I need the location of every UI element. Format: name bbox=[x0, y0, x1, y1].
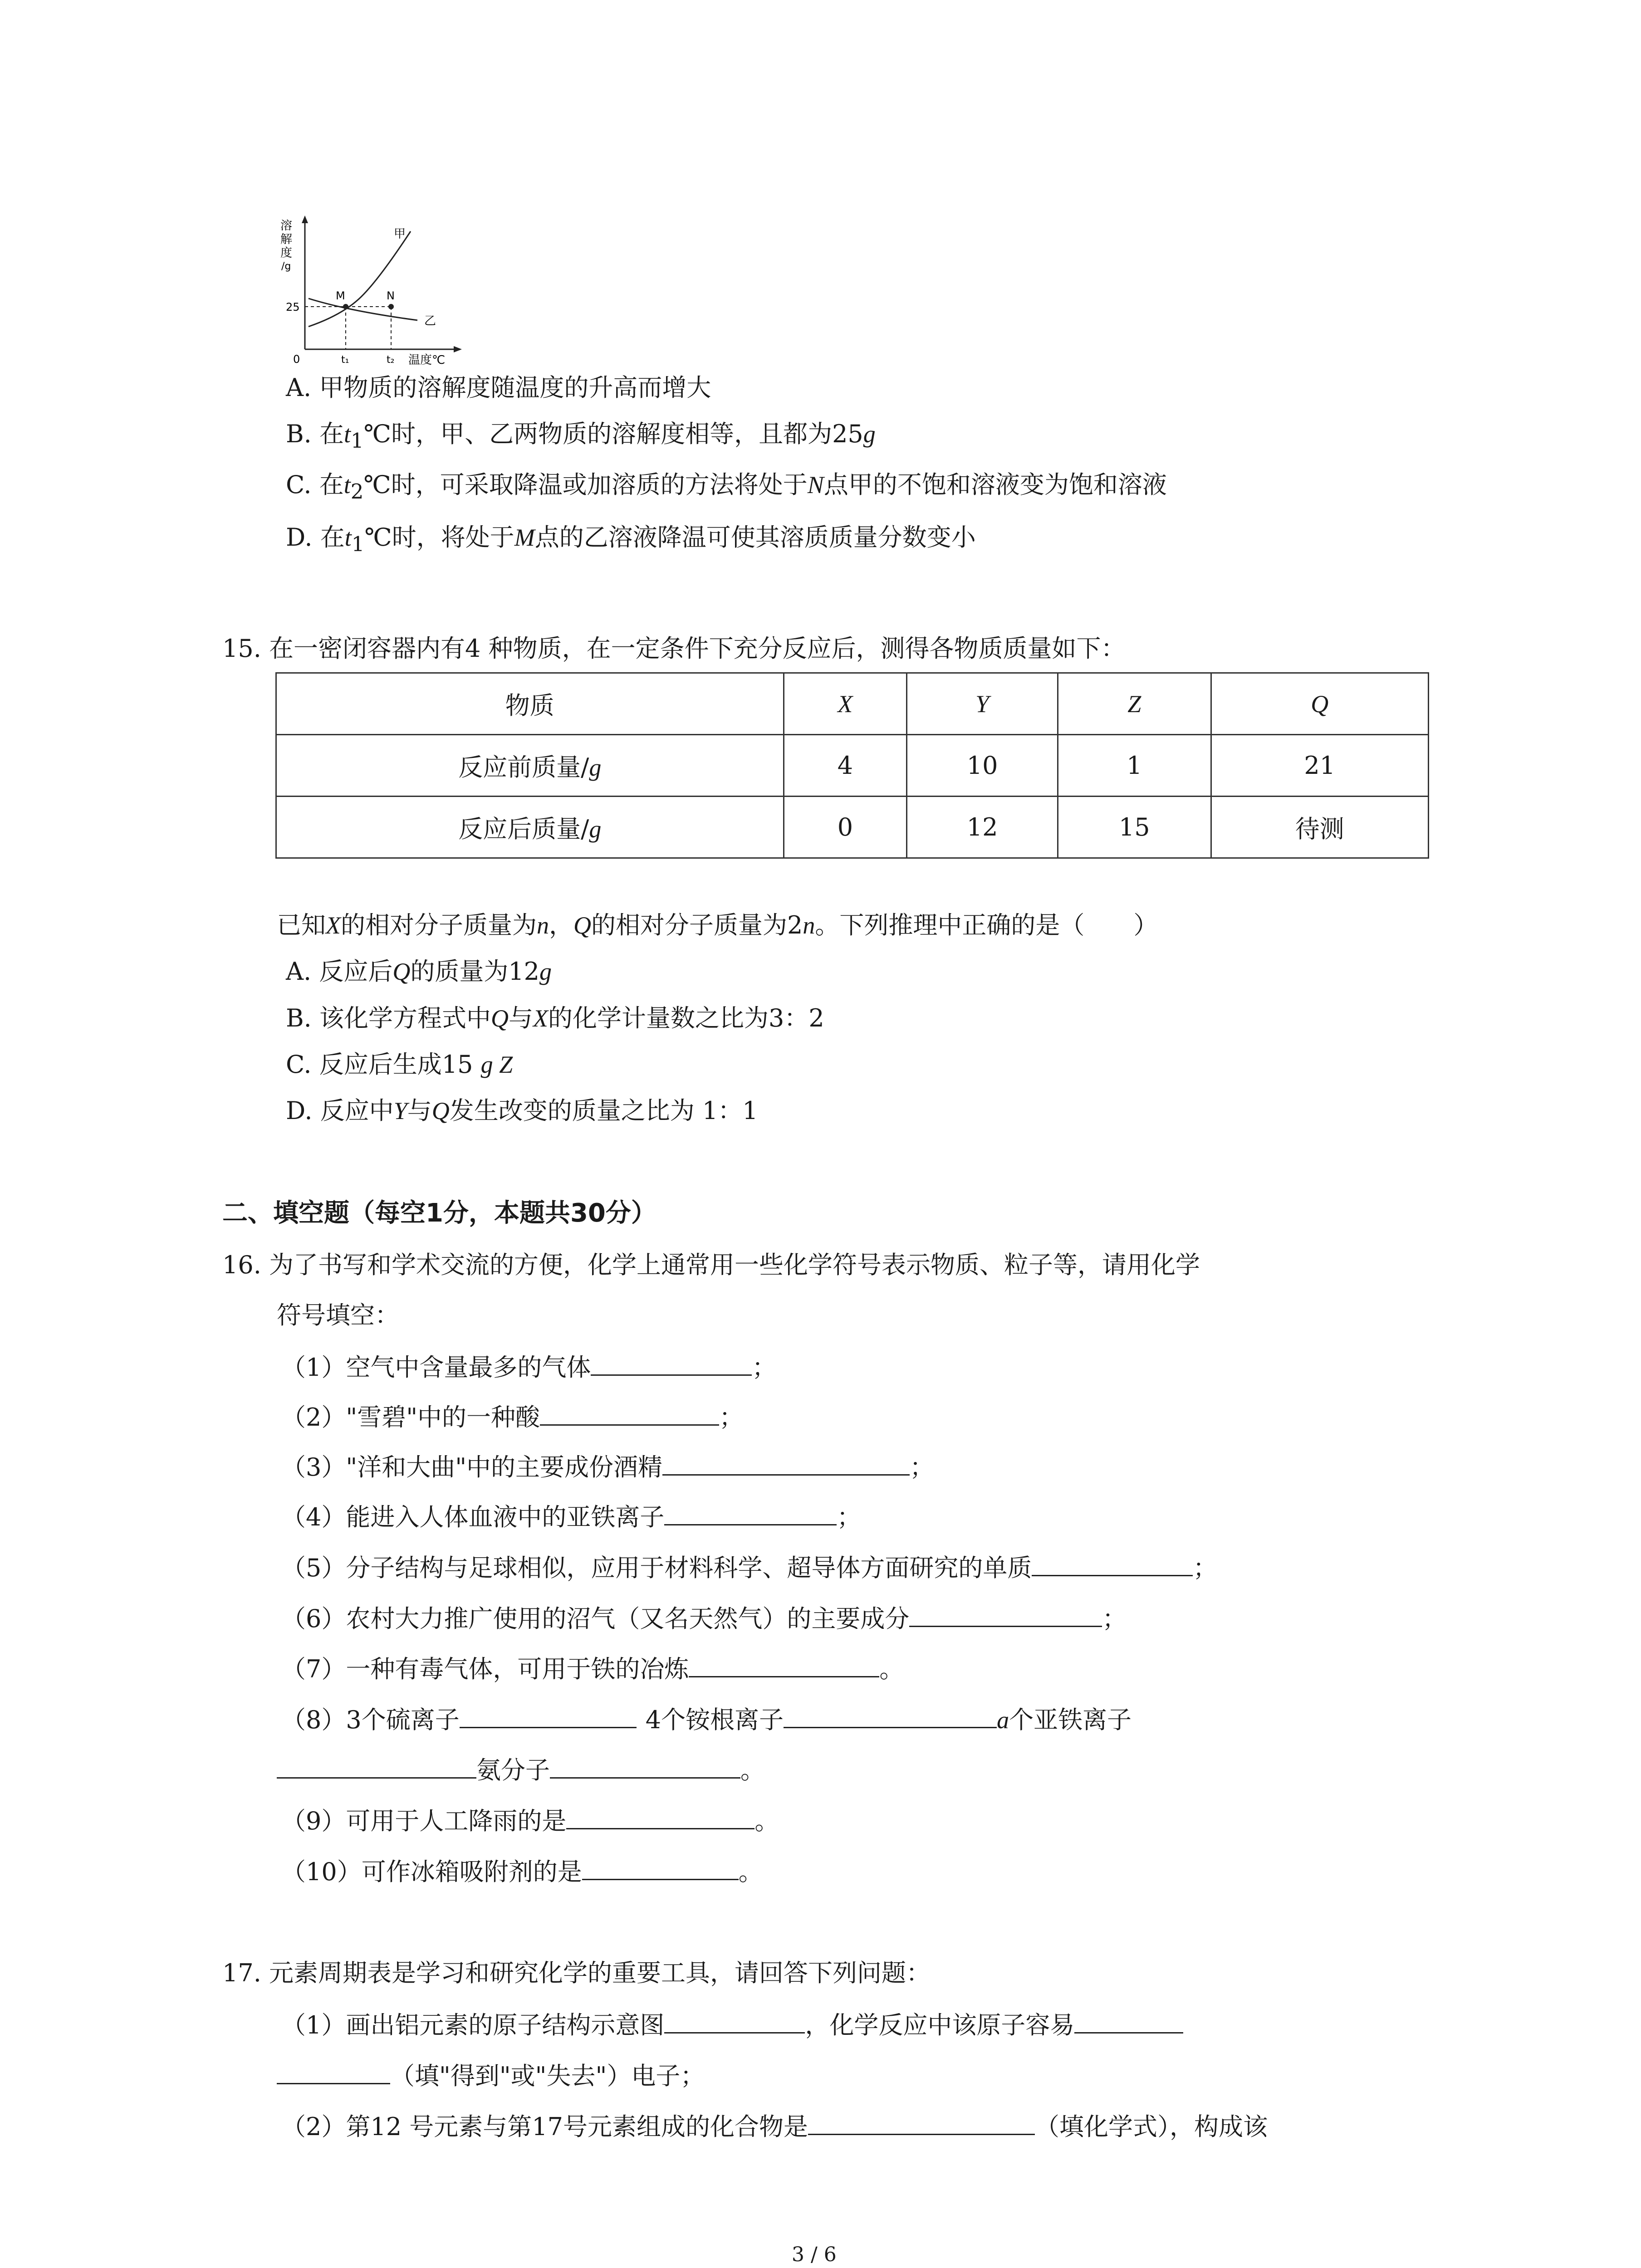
q17-p2a-text: （2）第12 号元素与第17号元素组成的化合物是 bbox=[281, 2112, 808, 2141]
q15-option-a bbox=[286, 956, 552, 987]
q14-b-var: t bbox=[344, 420, 351, 448]
semicolon: ； bbox=[1102, 1604, 1127, 1633]
known-2: 的相对分子质量为 bbox=[341, 911, 537, 939]
row-label-after bbox=[276, 797, 784, 858]
point-N bbox=[388, 304, 394, 309]
q15-d-q: Q bbox=[431, 1097, 450, 1124]
q17-part-1-cont bbox=[277, 2059, 705, 2092]
answer-blank[interactable] bbox=[808, 2110, 1035, 2135]
header-q: Q bbox=[1211, 673, 1428, 735]
answer-blank[interactable] bbox=[664, 2009, 805, 2033]
semicolon: ； bbox=[910, 1453, 935, 1481]
answer-blank[interactable] bbox=[689, 1652, 879, 1677]
x-axis-arrow bbox=[454, 346, 462, 352]
period: 。 bbox=[879, 1655, 904, 1683]
q16-item-8c-var: a bbox=[997, 1706, 1009, 1734]
answer-blank[interactable] bbox=[591, 1351, 752, 1376]
curve-yi bbox=[309, 298, 417, 320]
y-axis-arrow bbox=[302, 215, 308, 223]
q16-item-1 bbox=[281, 1351, 776, 1383]
q17-p2b-text: （填化学式），构成该 bbox=[1034, 2112, 1268, 2141]
cell-before-z: 1 bbox=[1058, 735, 1211, 797]
cell-before-y: 10 bbox=[907, 735, 1058, 797]
cell-after-y: 12 bbox=[907, 797, 1058, 858]
solubility-chart bbox=[272, 213, 463, 367]
q15-d-mid: 与 bbox=[407, 1096, 432, 1125]
q14-d-sub: 1 bbox=[351, 532, 365, 556]
answer-blank[interactable] bbox=[277, 1754, 476, 1779]
q16-item-8 bbox=[281, 1703, 1132, 1736]
answer-blank[interactable] bbox=[662, 1451, 910, 1476]
cell-before-q: 21 bbox=[1211, 735, 1428, 797]
q15-b-q: Q bbox=[491, 1005, 509, 1032]
point-label-M: M bbox=[336, 289, 345, 302]
q14-c-post: 点甲的不饱和溶液变为饱和溶液 bbox=[823, 470, 1167, 499]
q17-stem: 17. 元素周期表是学习和研究化学的重要工具，请回答下列问题： bbox=[222, 1959, 931, 1987]
q16-item-9-text: （9）可用于人工降雨的是 bbox=[281, 1807, 567, 1835]
q15-stem bbox=[222, 633, 1126, 665]
q14-option-a-text: A. 甲物质的溶解度随温度的升高而增大 bbox=[286, 373, 711, 402]
solubility-chart-svg bbox=[272, 213, 463, 367]
q14-c-sub: 2 bbox=[350, 479, 364, 503]
cell-after-x: 0 bbox=[784, 797, 907, 858]
q15-b-x: X bbox=[533, 1005, 549, 1032]
answer-blank[interactable] bbox=[566, 1804, 754, 1829]
q16-stem-line-1: 16. 为了书写和学术交流的方便，化学上通常用一些化学符号表示物质、粒子等，请用化学 bbox=[222, 1251, 1200, 1279]
x-axis-label: 温度℃ bbox=[408, 353, 446, 367]
series-label-yi: 乙 bbox=[424, 314, 436, 328]
q14-b-unit: g bbox=[863, 420, 876, 448]
curve-jia bbox=[309, 231, 411, 327]
header-z: Z bbox=[1058, 673, 1211, 735]
q16-item-8-cont bbox=[277, 1754, 765, 1786]
row-label-before bbox=[276, 735, 784, 797]
known-x: X bbox=[326, 912, 341, 939]
answer-blank[interactable] bbox=[664, 1501, 837, 1525]
q14-b-post: ℃时，甲、乙两物质的溶解度相等，且都为25 bbox=[363, 420, 863, 448]
semicolon: ； bbox=[752, 1353, 777, 1382]
x-tick-t2: t₂ bbox=[387, 354, 395, 366]
row2-unit: g bbox=[589, 816, 602, 843]
known-n: n bbox=[537, 912, 549, 939]
q16-item-5-text: （5）分子结构与足球相似，应用于材料科学、超导体方面研究的单质 bbox=[281, 1554, 1032, 1582]
period: 。 bbox=[738, 1857, 763, 1886]
q15-c-gz: g Z bbox=[480, 1051, 513, 1078]
y-label-4: /g bbox=[281, 261, 291, 272]
q16-item-2 bbox=[281, 1401, 744, 1433]
q15-b-pre: B. 该化学方程式中 bbox=[286, 1004, 491, 1032]
q15-a-pre: A. 反应后 bbox=[286, 957, 393, 986]
header-x: X bbox=[784, 673, 907, 735]
q14-c-var: t bbox=[343, 471, 351, 499]
semicolon: ； bbox=[837, 1503, 862, 1531]
q14-option-b bbox=[286, 418, 876, 457]
row1-unit: g bbox=[589, 754, 602, 781]
section-2-heading: 二、填空题（每空1分，本题共30分） bbox=[222, 1198, 656, 1228]
q15-mass-table bbox=[275, 672, 1429, 859]
point-M bbox=[343, 304, 348, 309]
header-substance: 物质 bbox=[276, 673, 784, 735]
q14-option-d bbox=[286, 522, 976, 560]
q15-a-g: g bbox=[539, 958, 552, 985]
q15-known bbox=[277, 909, 1158, 941]
q14-c-pt: N bbox=[807, 471, 824, 499]
q15-b-post: 的化学计量数之比为3：2 bbox=[548, 1004, 824, 1032]
known-5: 。下列推理中正确的是（ ） bbox=[815, 911, 1158, 939]
answer-blank[interactable] bbox=[540, 1401, 719, 1426]
answer-blank[interactable] bbox=[582, 1855, 739, 1880]
x-tick-t1: t₁ bbox=[341, 354, 349, 366]
origin-label: 0 bbox=[293, 353, 300, 366]
q15-option-d bbox=[286, 1095, 758, 1127]
row2-label-text: 反应后质量/ bbox=[458, 815, 589, 843]
q15-d-pre: D. 反应中 bbox=[286, 1096, 394, 1125]
q17-part-2 bbox=[281, 2110, 1268, 2143]
q14-d-post: 点的乙溶液降温可使其溶质质量分数变小 bbox=[534, 523, 976, 552]
q16-item-10 bbox=[281, 1855, 763, 1888]
q17-p1b-text: ，化学反应中该原子容易 bbox=[805, 2011, 1075, 2039]
q14-b-sub: 1 bbox=[351, 428, 364, 453]
q15-option-b bbox=[286, 1002, 824, 1034]
known-4: 的相对分子质量为2 bbox=[591, 911, 803, 939]
answer-blank[interactable] bbox=[1074, 2009, 1183, 2033]
q16-item-1-text: （1）空气中含量最多的气体 bbox=[281, 1353, 591, 1382]
q15-option-c bbox=[286, 1049, 513, 1080]
known-3: ， bbox=[549, 911, 573, 939]
period: 。 bbox=[740, 1756, 765, 1784]
q14-d-mid: ℃时，将处于 bbox=[364, 523, 514, 552]
answer-blank[interactable] bbox=[909, 1602, 1102, 1627]
q14-d-var: t bbox=[344, 524, 352, 551]
period: 。 bbox=[754, 1807, 779, 1835]
q17-part-1 bbox=[281, 2009, 1183, 2041]
q15-d-post: 发生改变的质量之比为 1：1 bbox=[449, 1096, 758, 1125]
y-label-1: 溶 bbox=[280, 219, 293, 233]
cell-after-q: 待测 bbox=[1211, 797, 1428, 858]
known-q: Q bbox=[573, 912, 591, 939]
q15-c-pre: C. 反应后生成15 bbox=[286, 1050, 481, 1079]
q16-item-8d-text: 氨分子 bbox=[476, 1756, 550, 1784]
q16-item-8b-text: 4个铵根离子 bbox=[645, 1706, 784, 1734]
q14-c-pre: C. 在 bbox=[286, 470, 344, 499]
q14-d-pre: D. 在 bbox=[286, 523, 345, 552]
q16-item-5 bbox=[281, 1551, 1217, 1584]
q14-b-pre: B. 在 bbox=[286, 420, 344, 448]
q16-item-4-text: （4）能进入人体血液中的亚铁离子 bbox=[281, 1503, 665, 1531]
row1-label-text: 反应前质量/ bbox=[458, 753, 589, 782]
q16-item-2-text: （2）"雪碧"中的一种酸 bbox=[281, 1403, 540, 1432]
q16-item-4 bbox=[281, 1501, 861, 1533]
header-y: Y bbox=[907, 673, 1058, 735]
q14-option-c bbox=[286, 469, 1167, 508]
known-1: 已知 bbox=[277, 911, 326, 939]
q16-item-3 bbox=[281, 1451, 934, 1483]
answer-blank[interactable] bbox=[550, 1754, 740, 1779]
cell-before-x: 4 bbox=[784, 735, 907, 797]
q16-stem-line-2: 符号填空： bbox=[277, 1301, 399, 1330]
q16-item-7 bbox=[281, 1652, 904, 1685]
q15-d-y: Y bbox=[393, 1097, 407, 1124]
answer-blank[interactable] bbox=[277, 2059, 390, 2084]
q14-option-a bbox=[286, 372, 711, 404]
q16-item-8c-text: 个亚铁离子 bbox=[1009, 1706, 1132, 1734]
q16-item-7-text: （7）一种有毒气体，可用于铁的冶炼 bbox=[281, 1655, 689, 1683]
q15-a-post: 的质量为12 bbox=[410, 957, 540, 986]
q16-item-8a-text: （8）3个硫离子 bbox=[281, 1706, 460, 1734]
series-label-jia: 甲 bbox=[394, 227, 406, 241]
semicolon: ； bbox=[719, 1403, 744, 1432]
page-number: 3 / 6 bbox=[792, 2243, 837, 2266]
y-label-3: 度 bbox=[280, 246, 293, 260]
semicolon: ； bbox=[1193, 1554, 1218, 1582]
q16-item-3-text: （3）"洋和大曲"中的主要成份酒精 bbox=[281, 1453, 663, 1481]
q14-c-mid: ℃时，可采取降温或加溶质的方法将处于 bbox=[363, 470, 808, 499]
cell-after-z: 15 bbox=[1058, 797, 1211, 858]
q16-item-6 bbox=[281, 1602, 1127, 1635]
q16-item-6-text: （6）农村大力推广使用的沼气（又名天然气）的主要成分 bbox=[281, 1604, 910, 1633]
q15-b-mid: 与 bbox=[509, 1004, 534, 1032]
y-tick-25: 25 bbox=[286, 301, 300, 313]
q15-stem-text: 15. 在一密闭容器内有4 种物质，在一定条件下充分反应后，测得各物质质量如下： bbox=[222, 634, 1126, 663]
answer-blank[interactable] bbox=[784, 1703, 997, 1728]
table-header-row bbox=[276, 673, 1429, 735]
point-label-N: N bbox=[387, 289, 395, 302]
table-row bbox=[276, 797, 1429, 858]
q17-p1c-text: （填"得到"或"失去"）电子； bbox=[390, 2062, 705, 2090]
answer-blank[interactable] bbox=[460, 1703, 637, 1728]
y-label-2: 解 bbox=[280, 233, 293, 246]
q14-d-pt: M bbox=[514, 524, 535, 551]
q16-item-10-text: （10）可作冰箱吸附剂的是 bbox=[281, 1857, 582, 1886]
table-row bbox=[276, 735, 1429, 797]
q15-a-q: Q bbox=[392, 958, 411, 985]
q16-item-9 bbox=[281, 1804, 779, 1837]
answer-blank[interactable] bbox=[1032, 1551, 1193, 1576]
q17-p1a-text: （1）画出铝元素的原子结构示意图 bbox=[281, 2011, 665, 2039]
known-n2: n bbox=[803, 912, 815, 939]
